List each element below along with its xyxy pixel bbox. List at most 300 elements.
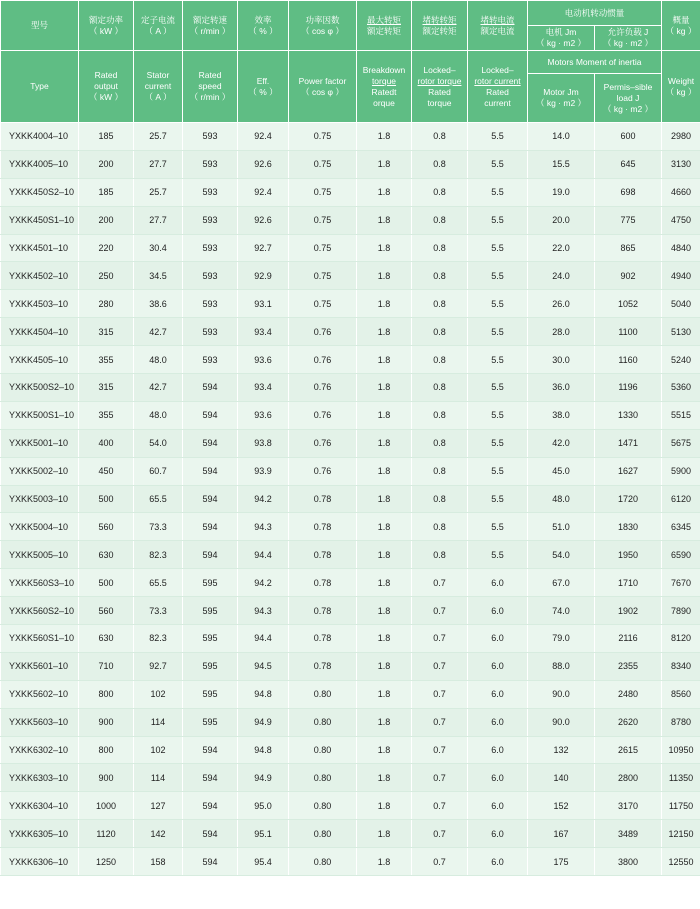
cell-efficiency: 93.8 [238,429,289,457]
cell-weight: 12550 [662,848,700,876]
cell-stator-current: 48.0 [134,346,183,374]
cell-locked-rotor-torque: 0.8 [412,401,468,429]
cell-rated-output: 900 [79,764,134,792]
cell-breakdown-torque: 1.8 [357,206,412,234]
cell-stator-current: 60.7 [134,457,183,485]
cell-rated-output: 560 [79,597,134,625]
cell-efficiency: 92.4 [238,178,289,206]
cell-rated-output: 400 [79,429,134,457]
cell-locked-rotor-torque: 0.8 [412,374,468,402]
table-row [1,318,700,346]
cell-efficiency: 92.7 [238,234,289,262]
cell-motor-jm: 67.0 [528,569,595,597]
header-type-cn: 型号 [1,1,79,51]
table-row [1,401,700,429]
cell-rated-output: 1000 [79,792,134,820]
cell-load-j: 1100 [595,318,662,346]
cell-rated-speed: 594 [183,736,238,764]
cell-locked-rotor-current: 6.0 [468,792,528,820]
cell-weight: 8560 [662,680,700,708]
cell-locked-rotor-current: 5.5 [468,374,528,402]
header-inertia-en: Motors Moment of inertia [528,51,662,74]
cell-stator-current: 38.6 [134,290,183,318]
header-output-cn: 额定功率 （ kW ） [79,1,134,51]
cell-load-j: 1950 [595,541,662,569]
cell-locked-rotor-current: 5.5 [468,234,528,262]
table-row [1,262,700,290]
cell-locked-rotor-current: 5.5 [468,513,528,541]
cell-load-j: 1052 [595,290,662,318]
cell-efficiency: 93.1 [238,290,289,318]
cell-locked-rotor-torque: 0.7 [412,820,468,848]
cell-stator-current: 25.7 [134,178,183,206]
cell-stator-current: 73.3 [134,513,183,541]
cell-motor-jm: 48.0 [528,485,595,513]
cell-power-factor: 0.76 [289,457,357,485]
cell-weight: 8120 [662,625,700,653]
table-row [1,513,700,541]
cell-power-factor: 0.78 [289,485,357,513]
cell-power-factor: 0.80 [289,680,357,708]
cell-rated-speed: 593 [183,123,238,151]
cell-rated-speed: 595 [183,597,238,625]
cell-rated-speed: 593 [183,150,238,178]
cell-breakdown-torque: 1.8 [357,569,412,597]
cell-rated-speed: 594 [183,457,238,485]
cell-efficiency: 93.9 [238,457,289,485]
cell-rated-speed: 593 [183,318,238,346]
cell-motor-jm: 132 [528,736,595,764]
header-weight-en: Weight （ kg ） [662,51,700,123]
cell-rated-output: 315 [79,374,134,402]
cell-stator-current: 65.5 [134,569,183,597]
cell-load-j: 1196 [595,374,662,402]
cell-rated-output: 280 [79,290,134,318]
cell-rated-speed: 594 [183,429,238,457]
table-row [1,736,700,764]
cell-stator-current: 102 [134,680,183,708]
header-eff-cn: 效率 （ % ） [238,1,289,51]
cell-type: YXKK5603–10 [1,708,79,736]
cell-breakdown-torque: 1.8 [357,178,412,206]
cell-weight: 11750 [662,792,700,820]
cell-type: YXKK4505–10 [1,346,79,374]
header-load-j-en: Permis–sible load J （ kg · m2 ） [595,74,662,123]
cell-rated-output: 710 [79,652,134,680]
header-breakdown-cn: 最大转矩 额定转矩 [357,1,412,51]
cell-type: YXKK5005–10 [1,541,79,569]
table-row [1,792,700,820]
cell-power-factor: 0.75 [289,123,357,151]
cell-breakdown-torque: 1.8 [357,374,412,402]
table-row [1,625,700,653]
cell-efficiency: 94.2 [238,569,289,597]
cell-motor-jm: 88.0 [528,652,595,680]
cell-motor-jm: 51.0 [528,513,595,541]
cell-locked-rotor-torque: 0.8 [412,541,468,569]
cell-rated-output: 185 [79,123,134,151]
cell-breakdown-torque: 1.8 [357,625,412,653]
cell-weight: 5240 [662,346,700,374]
cell-weight: 6120 [662,485,700,513]
cell-motor-jm: 79.0 [528,625,595,653]
cell-type: YXKK4004–10 [1,123,79,151]
cell-power-factor: 0.80 [289,736,357,764]
cell-load-j: 1902 [595,597,662,625]
cell-rated-output: 630 [79,625,134,653]
cell-motor-jm: 19.0 [528,178,595,206]
cell-weight: 10950 [662,736,700,764]
cell-rated-output: 450 [79,457,134,485]
cell-motor-jm: 15.5 [528,150,595,178]
cell-efficiency: 94.2 [238,485,289,513]
cell-locked-rotor-current: 5.5 [468,290,528,318]
cell-locked-rotor-current: 5.5 [468,346,528,374]
cell-load-j: 2480 [595,680,662,708]
table-row [1,680,700,708]
cell-type: YXKK5601–10 [1,652,79,680]
cell-efficiency: 95.1 [238,820,289,848]
cell-weight: 5360 [662,374,700,402]
cell-locked-rotor-torque: 0.7 [412,652,468,680]
header-type-en: Type [1,51,79,123]
cell-efficiency: 95.4 [238,848,289,876]
header-locked-torque-en: Locked– rotor torque Rated torque [412,51,468,123]
cell-rated-output: 355 [79,401,134,429]
cell-power-factor: 0.80 [289,792,357,820]
cell-power-factor: 0.78 [289,513,357,541]
cell-motor-jm: 14.0 [528,123,595,151]
cell-power-factor: 0.76 [289,401,357,429]
cell-efficiency: 94.9 [238,708,289,736]
header-eff-en: Eff. （ % ） [238,51,289,123]
cell-rated-speed: 593 [183,178,238,206]
cell-motor-jm: 42.0 [528,429,595,457]
cell-locked-rotor-torque: 0.8 [412,513,468,541]
cell-rated-speed: 594 [183,848,238,876]
cell-weight: 8340 [662,652,700,680]
cell-stator-current: 73.3 [134,597,183,625]
table-row [1,652,700,680]
cell-efficiency: 93.4 [238,374,289,402]
table-row [1,123,700,151]
cell-rated-output: 200 [79,150,134,178]
cell-power-factor: 0.80 [289,708,357,736]
table-row [1,708,700,736]
cell-load-j: 3800 [595,848,662,876]
header-speed-en: Rated speed （ r/min ） [183,51,238,123]
cell-weight: 6345 [662,513,700,541]
header-breakdown-en: Breakdown torque Ratedt orque [357,51,412,123]
cell-load-j: 1710 [595,569,662,597]
cell-weight: 4750 [662,206,700,234]
table-row [1,485,700,513]
cell-rated-speed: 593 [183,262,238,290]
cell-rated-speed: 593 [183,290,238,318]
header-motor-jm-cn: 电机 Jm （ kg · m2 ） [528,26,595,51]
cell-motor-jm: 74.0 [528,597,595,625]
cell-rated-output: 560 [79,513,134,541]
cell-rated-speed: 594 [183,541,238,569]
cell-locked-rotor-torque: 0.7 [412,597,468,625]
cell-motor-jm: 54.0 [528,541,595,569]
cell-efficiency: 93.4 [238,318,289,346]
cell-rated-output: 185 [79,178,134,206]
cell-power-factor: 0.78 [289,652,357,680]
cell-rated-output: 800 [79,680,134,708]
cell-motor-jm: 30.0 [528,346,595,374]
cell-type: YXKK560S1–10 [1,625,79,653]
cell-weight: 5515 [662,401,700,429]
cell-efficiency: 94.8 [238,680,289,708]
cell-stator-current: 27.7 [134,150,183,178]
cell-load-j: 1330 [595,401,662,429]
cell-type: YXKK6302–10 [1,736,79,764]
cell-stator-current: 54.0 [134,429,183,457]
table-row [1,150,700,178]
cell-motor-jm: 28.0 [528,318,595,346]
cell-locked-rotor-torque: 0.8 [412,262,468,290]
cell-type: YXKK4502–10 [1,262,79,290]
cell-stator-current: 25.7 [134,123,183,151]
cell-weight: 11350 [662,764,700,792]
cell-power-factor: 0.76 [289,374,357,402]
header-locked-current-cn: 堵转电流 额定电流 [468,1,528,51]
cell-motor-jm: 20.0 [528,206,595,234]
cell-power-factor: 0.75 [289,262,357,290]
cell-locked-rotor-current: 6.0 [468,848,528,876]
cell-motor-jm: 45.0 [528,457,595,485]
cell-power-factor: 0.78 [289,541,357,569]
cell-type: YXKK6305–10 [1,820,79,848]
table-row [1,178,700,206]
cell-locked-rotor-current: 6.0 [468,736,528,764]
table-row [1,457,700,485]
cell-power-factor: 0.80 [289,820,357,848]
cell-weight: 12150 [662,820,700,848]
cell-load-j: 3170 [595,792,662,820]
cell-motor-jm: 36.0 [528,374,595,402]
cell-stator-current: 82.3 [134,541,183,569]
cell-locked-rotor-current: 6.0 [468,652,528,680]
cell-rated-speed: 595 [183,708,238,736]
cell-power-factor: 0.76 [289,318,357,346]
cell-stator-current: 42.7 [134,374,183,402]
cell-type: YXKK560S3–10 [1,569,79,597]
cell-load-j: 902 [595,262,662,290]
cell-power-factor: 0.75 [289,206,357,234]
cell-locked-rotor-current: 5.5 [468,318,528,346]
cell-rated-output: 500 [79,485,134,513]
table-row [1,346,700,374]
cell-stator-current: 114 [134,708,183,736]
cell-breakdown-torque: 1.8 [357,597,412,625]
cell-load-j: 1720 [595,485,662,513]
cell-rated-output: 1250 [79,848,134,876]
cell-efficiency: 92.9 [238,262,289,290]
cell-load-j: 2620 [595,708,662,736]
cell-locked-rotor-torque: 0.7 [412,625,468,653]
cell-rated-output: 200 [79,206,134,234]
cell-locked-rotor-torque: 0.7 [412,848,468,876]
cell-efficiency: 94.5 [238,652,289,680]
cell-weight: 4940 [662,262,700,290]
cell-load-j: 1471 [595,429,662,457]
cell-locked-rotor-current: 6.0 [468,680,528,708]
cell-locked-rotor-current: 6.0 [468,569,528,597]
cell-efficiency: 92.6 [238,150,289,178]
cell-load-j: 3489 [595,820,662,848]
cell-type: YXKK450S1–10 [1,206,79,234]
cell-load-j: 2116 [595,625,662,653]
cell-motor-jm: 38.0 [528,401,595,429]
cell-stator-current: 48.0 [134,401,183,429]
cell-efficiency: 94.3 [238,513,289,541]
cell-locked-rotor-current: 6.0 [468,820,528,848]
cell-locked-rotor-current: 6.0 [468,625,528,653]
table-row [1,206,700,234]
cell-rated-speed: 594 [183,792,238,820]
cell-weight: 8780 [662,708,700,736]
cell-stator-current: 102 [134,736,183,764]
cell-rated-speed: 594 [183,485,238,513]
cell-rated-speed: 595 [183,569,238,597]
cell-type: YXKK560S2–10 [1,597,79,625]
cell-locked-rotor-torque: 0.7 [412,764,468,792]
cell-load-j: 2800 [595,764,662,792]
cell-weight: 3130 [662,150,700,178]
cell-power-factor: 0.75 [289,290,357,318]
cell-locked-rotor-torque: 0.8 [412,150,468,178]
cell-rated-speed: 595 [183,680,238,708]
cell-motor-jm: 167 [528,820,595,848]
cell-breakdown-torque: 1.8 [357,708,412,736]
cell-locked-rotor-current: 5.5 [468,485,528,513]
cell-load-j: 865 [595,234,662,262]
cell-locked-rotor-current: 5.5 [468,150,528,178]
cell-rated-output: 800 [79,736,134,764]
table-row [1,569,700,597]
cell-rated-output: 220 [79,234,134,262]
table-header [1,1,700,123]
table-row [1,429,700,457]
cell-rated-speed: 593 [183,234,238,262]
cell-weight: 5900 [662,457,700,485]
cell-breakdown-torque: 1.8 [357,652,412,680]
cell-power-factor: 0.80 [289,764,357,792]
cell-type: YXKK4504–10 [1,318,79,346]
cell-rated-output: 500 [79,569,134,597]
cell-stator-current: 127 [134,792,183,820]
cell-weight: 7670 [662,569,700,597]
cell-type: YXKK500S1–10 [1,401,79,429]
cell-locked-rotor-current: 5.5 [468,429,528,457]
cell-power-factor: 0.80 [289,848,357,876]
cell-locked-rotor-torque: 0.7 [412,569,468,597]
cell-type: YXKK5002–10 [1,457,79,485]
cell-power-factor: 0.76 [289,346,357,374]
cell-type: YXKK4503–10 [1,290,79,318]
cell-breakdown-torque: 1.8 [357,429,412,457]
table-row [1,234,700,262]
cell-locked-rotor-torque: 0.8 [412,234,468,262]
cell-power-factor: 0.75 [289,150,357,178]
cell-rated-output: 250 [79,262,134,290]
cell-rated-output: 900 [79,708,134,736]
cell-load-j: 645 [595,150,662,178]
header-weight-cn: 概量 （ kg ） [662,1,700,51]
cell-type: YXKK6303–10 [1,764,79,792]
table-row [1,848,700,876]
cell-motor-jm: 90.0 [528,708,595,736]
cell-type: YXKK5602–10 [1,680,79,708]
cell-locked-rotor-torque: 0.8 [412,123,468,151]
cell-weight: 7890 [662,597,700,625]
cell-rated-output: 355 [79,346,134,374]
cell-load-j: 775 [595,206,662,234]
cell-type: YXKK6304–10 [1,792,79,820]
cell-weight: 2980 [662,123,700,151]
cell-power-factor: 0.75 [289,178,357,206]
cell-rated-speed: 593 [183,206,238,234]
cell-locked-rotor-current: 6.0 [468,764,528,792]
cell-locked-rotor-current: 5.5 [468,178,528,206]
header-pf-en: Power factor （ cos φ ） [289,51,357,123]
header-current-cn: 定子电流 （ A ） [134,1,183,51]
cell-breakdown-torque: 1.8 [357,346,412,374]
cell-efficiency: 94.9 [238,764,289,792]
cell-type: YXKK450S2–10 [1,178,79,206]
cell-breakdown-torque: 1.8 [357,513,412,541]
table-row [1,820,700,848]
cell-load-j: 698 [595,178,662,206]
cell-weight: 6590 [662,541,700,569]
cell-type: YXKK5003–10 [1,485,79,513]
cell-locked-rotor-torque: 0.8 [412,346,468,374]
cell-type: YXKK4005–10 [1,150,79,178]
cell-efficiency: 94.8 [238,736,289,764]
header-current-en: Stator current （ A ） [134,51,183,123]
cell-breakdown-torque: 1.8 [357,485,412,513]
cell-efficiency: 94.4 [238,541,289,569]
cell-stator-current: 34.5 [134,262,183,290]
cell-motor-jm: 22.0 [528,234,595,262]
cell-locked-rotor-current: 5.5 [468,206,528,234]
cell-locked-rotor-torque: 0.7 [412,792,468,820]
cell-power-factor: 0.78 [289,569,357,597]
cell-locked-rotor-torque: 0.8 [412,457,468,485]
cell-rated-speed: 594 [183,820,238,848]
cell-type: YXKK4501–10 [1,234,79,262]
cell-motor-jm: 140 [528,764,595,792]
header-locked-torque-cn: 堵转转矩 额定转矩 [412,1,468,51]
cell-rated-output: 1120 [79,820,134,848]
cell-rated-output: 630 [79,541,134,569]
cell-locked-rotor-torque: 0.8 [412,178,468,206]
header-inertia-cn: 电动机转动惯量 [528,1,662,26]
table-row [1,764,700,792]
cell-load-j: 1160 [595,346,662,374]
cell-stator-current: 158 [134,848,183,876]
cell-rated-speed: 594 [183,764,238,792]
cell-locked-rotor-torque: 0.8 [412,318,468,346]
cell-power-factor: 0.75 [289,234,357,262]
cell-rated-speed: 593 [183,346,238,374]
cell-stator-current: 42.7 [134,318,183,346]
cell-breakdown-torque: 1.8 [357,680,412,708]
cell-locked-rotor-current: 5.5 [468,123,528,151]
cell-efficiency: 92.6 [238,206,289,234]
